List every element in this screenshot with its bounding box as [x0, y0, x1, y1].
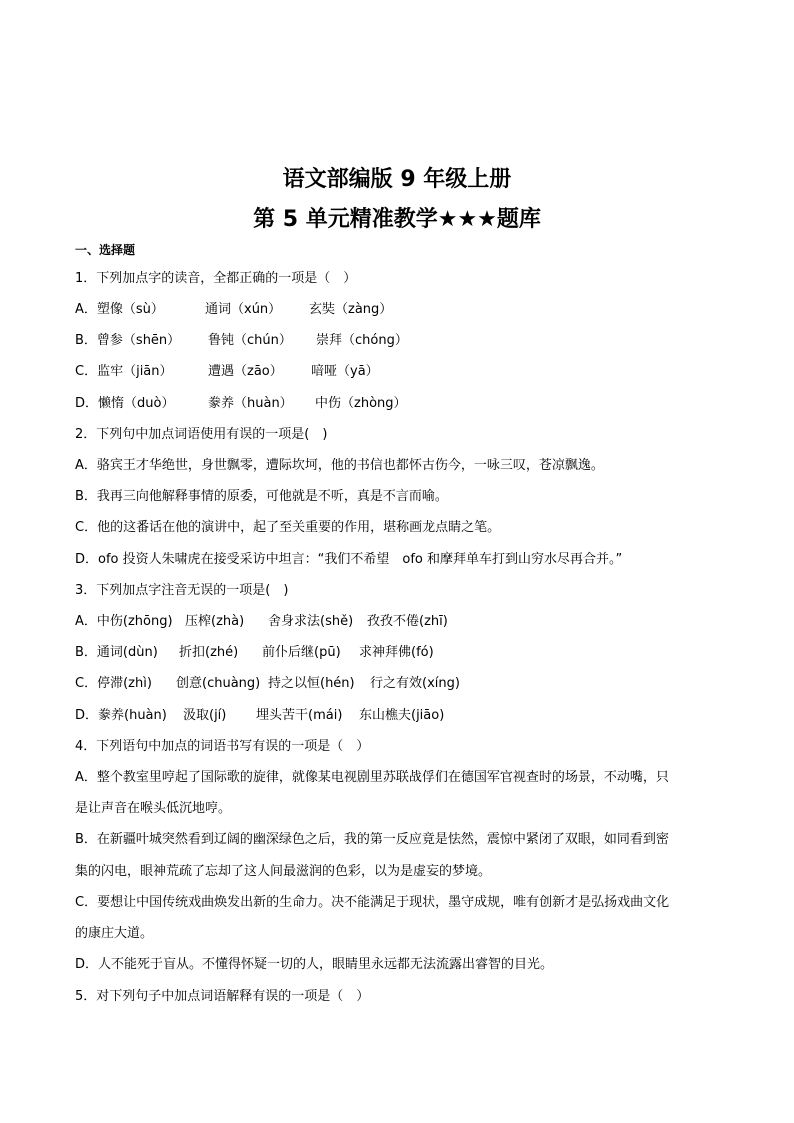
q3-option-d-item-3: 埋头苦干(mái) [256, 708, 343, 723]
question-1-stem: 1．下列加点字的读音，全都正确的一项是（ ） [75, 271, 357, 286]
document-subtitle: 第 5 单元精准教学★★★题库 [253, 207, 541, 232]
q3-option-a-item-3: 舍身求法(shě) [268, 614, 354, 629]
q3-option-c-item-1: C．停滞(zhì) [75, 676, 152, 691]
document-title: 语文部编版 9 年级上册 [282, 167, 512, 192]
q3-option-b-item-4: 求神拜佛(fó) [359, 645, 434, 660]
q2-option-c: C．他的这番话在他的演讲中，起了至关重要的作用，堪称画龙点睛之笔。 [75, 520, 501, 535]
q3-option-d-item-4: 东山樵夫(jiāo) [359, 708, 445, 723]
q4-option-a-line-2: 是让声音在喉头低沉地哼。 [75, 801, 232, 816]
q3-option-b-item-2: 折扣(zhé) [179, 645, 239, 660]
question-2-stem: 2．下列句中加点词语使用有误的一项是( ) [75, 427, 328, 442]
q4-option-c-line-2: 的康庄大道。 [75, 926, 154, 941]
q1-option-a-item-3: 玄奘（zàng） [309, 302, 393, 317]
q3-option-d-item-2: 汲取(jí) [183, 708, 227, 723]
q1-option-b-item-3: 崇拜（chóng） [316, 333, 408, 348]
q2-option-b: B．我再三向他解释事情的原委，可他就是不听，真是不言而喻。 [75, 489, 448, 504]
q3-option-c-item-4: 行之有效(xíng) [370, 676, 460, 691]
q1-option-c-item-1: C．监牢（jiān） [75, 364, 173, 379]
question-5-stem: 5．对下列句子中加点词语解释有误的一项是（ ） [75, 989, 370, 1004]
q4-option-c-line-1: C．要想让中国传统戏曲焕发出新的生命力。决不能满足于现状，墨守成规，唯有创新才是弘扬戏曲文化 [75, 895, 670, 910]
q3-option-c-item-3: 持之以恒(hén) [268, 676, 355, 691]
q3-option-b-item-3: 前仆后继(pū) [262, 645, 341, 660]
q4-option-b-line-1: B．在新疆叶城突然看到辽阔的幽深绿色之后，我的第一反应竟是怯然，震惊中紧闭了双眼，如同看到密 [75, 832, 669, 847]
q1-option-c-item-2: 遭遇（zāo） [208, 364, 283, 379]
q1-option-c-item-3: 喑哑（yā） [311, 364, 379, 379]
q2-option-d: D．ofo 投资人朱啸虎在接受采访中坦言：“我们不希望 ofo 和摩拜单车打到山穷水尽再合并。” [75, 552, 623, 567]
q3-option-a-item-2: 压榨(zhà) [185, 614, 245, 629]
question-4-stem: 4．下列语句中加点的词语书写有误的一项是（ ） [75, 739, 370, 754]
q4-option-a-line-1: A．整个教室里哼起了国际歌的旋律，就像某电视剧里苏联战俘们在德国军官视查时的场景，不动嘴，只 [75, 770, 669, 785]
q3-option-c-item-2: 创意(chuàng) [176, 676, 261, 691]
q4-option-b-line-2: 集的闪电，眼神荒疏了忘却了这人间最滋润的色彩，以为是虚妄的梦境。 [75, 864, 492, 879]
q1-option-a-item-2: 通词（xún） [205, 302, 282, 317]
question-3-stem: 3．下列加点字注音无误的一项是( ) [75, 583, 289, 598]
q3-option-a-item-4: 孜孜不倦(zhī) [367, 614, 448, 629]
q4-option-d: D．人不能死于盲从。不懂得怀疑一切的人，眼睛里永远都无法流露出睿智的目光。 [75, 957, 554, 972]
q1-option-d-item-3: 中伤（zhòng） [315, 396, 407, 411]
q3-option-a-item-1: A．中伤(zhōng) [75, 614, 173, 629]
section-heading: 一、选择题 [75, 243, 136, 257]
q3-option-d-item-1: D．豢养(huàn) [75, 708, 167, 723]
q1-option-b-item-2: 鲁钝（chún） [208, 333, 292, 348]
q3-option-b-item-1: B．通词(dùn) [75, 645, 158, 660]
q1-option-d-item-2: 豢养（huàn） [208, 396, 293, 411]
q2-option-a: A．骆宾王才华绝世，身世飘零，遭际坎坷，他的书信也都怀古伤今，一咏三叹，苍凉飘逸。 [75, 458, 604, 473]
q1-option-a-item-1: A．塑像（sù） [75, 302, 164, 317]
q1-option-d-item-1: D．懒惰（duò） [75, 396, 175, 411]
q1-option-b-item-1: B．曾参（shēn） [75, 333, 181, 348]
